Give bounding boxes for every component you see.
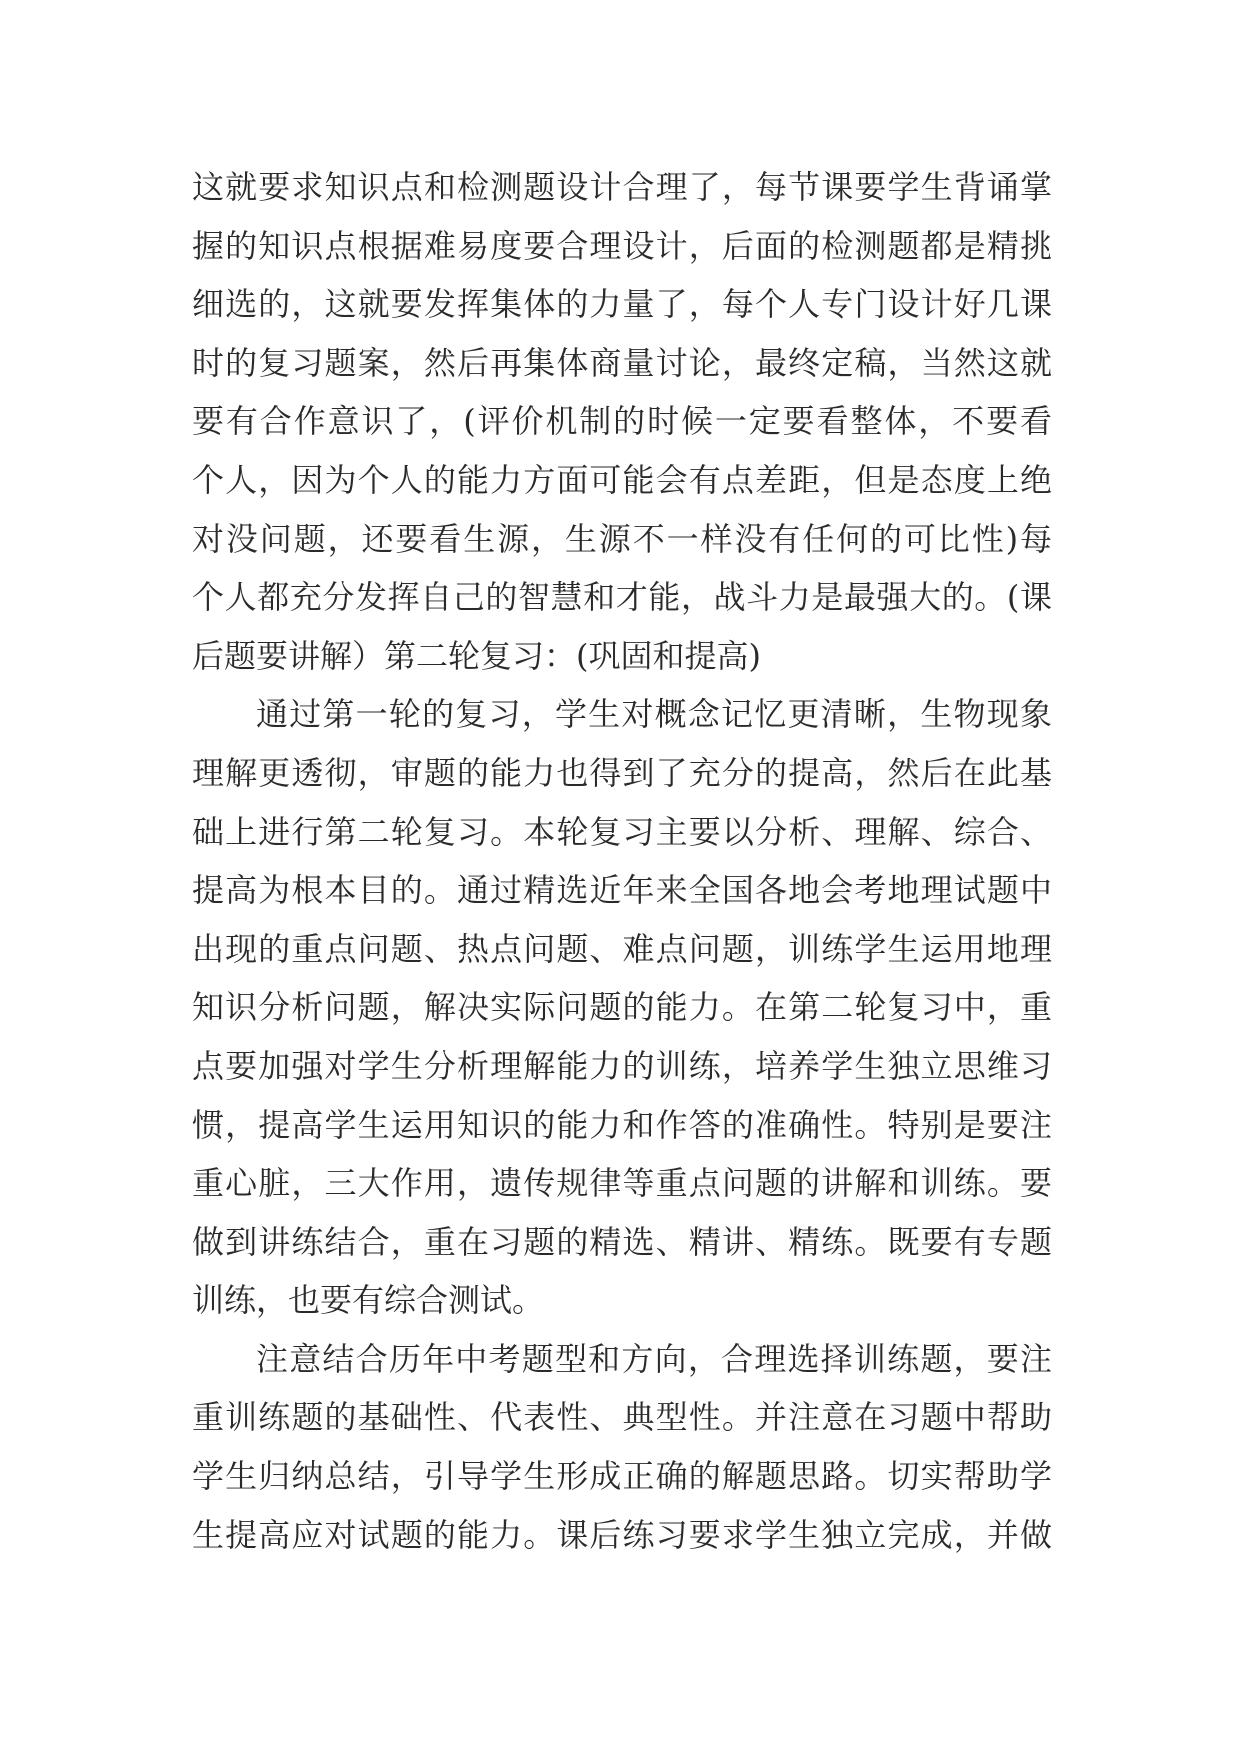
text-line: 做到讲练结合，重在习题的精选、精讲、精练。既要有专题 [192,1222,1052,1261]
text-line: 时的复习题案，然后再集体商量讨论，最终定稿，当然这就 [192,343,1052,382]
text-line: 提高为根本目的。通过精选近年来全国各地会考地理试题中 [192,871,1052,910]
text-line: 理解更透彻，审题的能力也得到了充分的提高，然后在此基 [192,753,1052,792]
text-line: 通过第一轮的复习，学生对概念记忆更清晰，生物现象 [256,695,1052,734]
text-line: 对没问题，还要看生源，生源不一样没有任何的可比性)每 [192,519,1052,558]
text-line: 后题要讲解）第二轮复习：(巩固和提高) [192,636,761,675]
text-line: 学生归纳总结，引导学生形成正确的解题思路。切实帮助学 [192,1457,1052,1496]
paragraph [192,158,1052,685]
text-line: 握的知识点根据难易度要合理设计，后面的检测题都是精挑 [192,226,1052,265]
text-line: 础上进行第二轮复习。本轮复习主要以分析、理解、综合、 [192,812,1052,851]
text-line: 这就要求知识点和检测题设计合理了，每节课要学生背诵掌 [192,168,1052,206]
text-line: 重心脏，三大作用，遗传规律等重点问题的讲解和训练。要 [192,1164,1052,1203]
text-line: 重训练题的基础性、代表性、典型性。并注意在习题中帮助 [192,1398,1052,1437]
text-line: 个人都充分发挥自己的智慧和才能，战斗力是最强大的。(课 [192,578,1052,617]
text-line: 知识分析问题，解决实际问题的能力。在第二轮复习中，重 [192,988,1052,1027]
text-line: 个人，因为个人的能力方面可能会有点差距，但是态度上绝 [192,460,1052,499]
text-line: 出现的重点问题、热点问题、难点问题，训练学生运用地理 [192,929,1052,968]
text-line: 生提高应对试题的能力。课后练习要求学生独立完成，并做 [192,1515,1052,1554]
document-body [192,158,1052,1564]
text-line: 训练，也要有综合测试。 [192,1281,545,1320]
paragraph [192,685,1052,1330]
text-line: 惯，提高学生运用知识的能力和作答的准确性。特别是要注 [192,1105,1052,1144]
paragraph [192,1330,1052,1564]
text-line: 注意结合历年中考题型和方向，合理选择训练题，要注 [256,1339,1052,1378]
text-line: 细选的，这就要发挥集体的力量了，每个人专门设计好几课 [192,285,1052,324]
text-line: 点要加强对学生分析理解能力的训练，培养学生独立思维习 [192,1046,1052,1085]
text-line: 要有合作意识了，(评价机制的时候一定要看整体，不要看 [192,402,1052,441]
